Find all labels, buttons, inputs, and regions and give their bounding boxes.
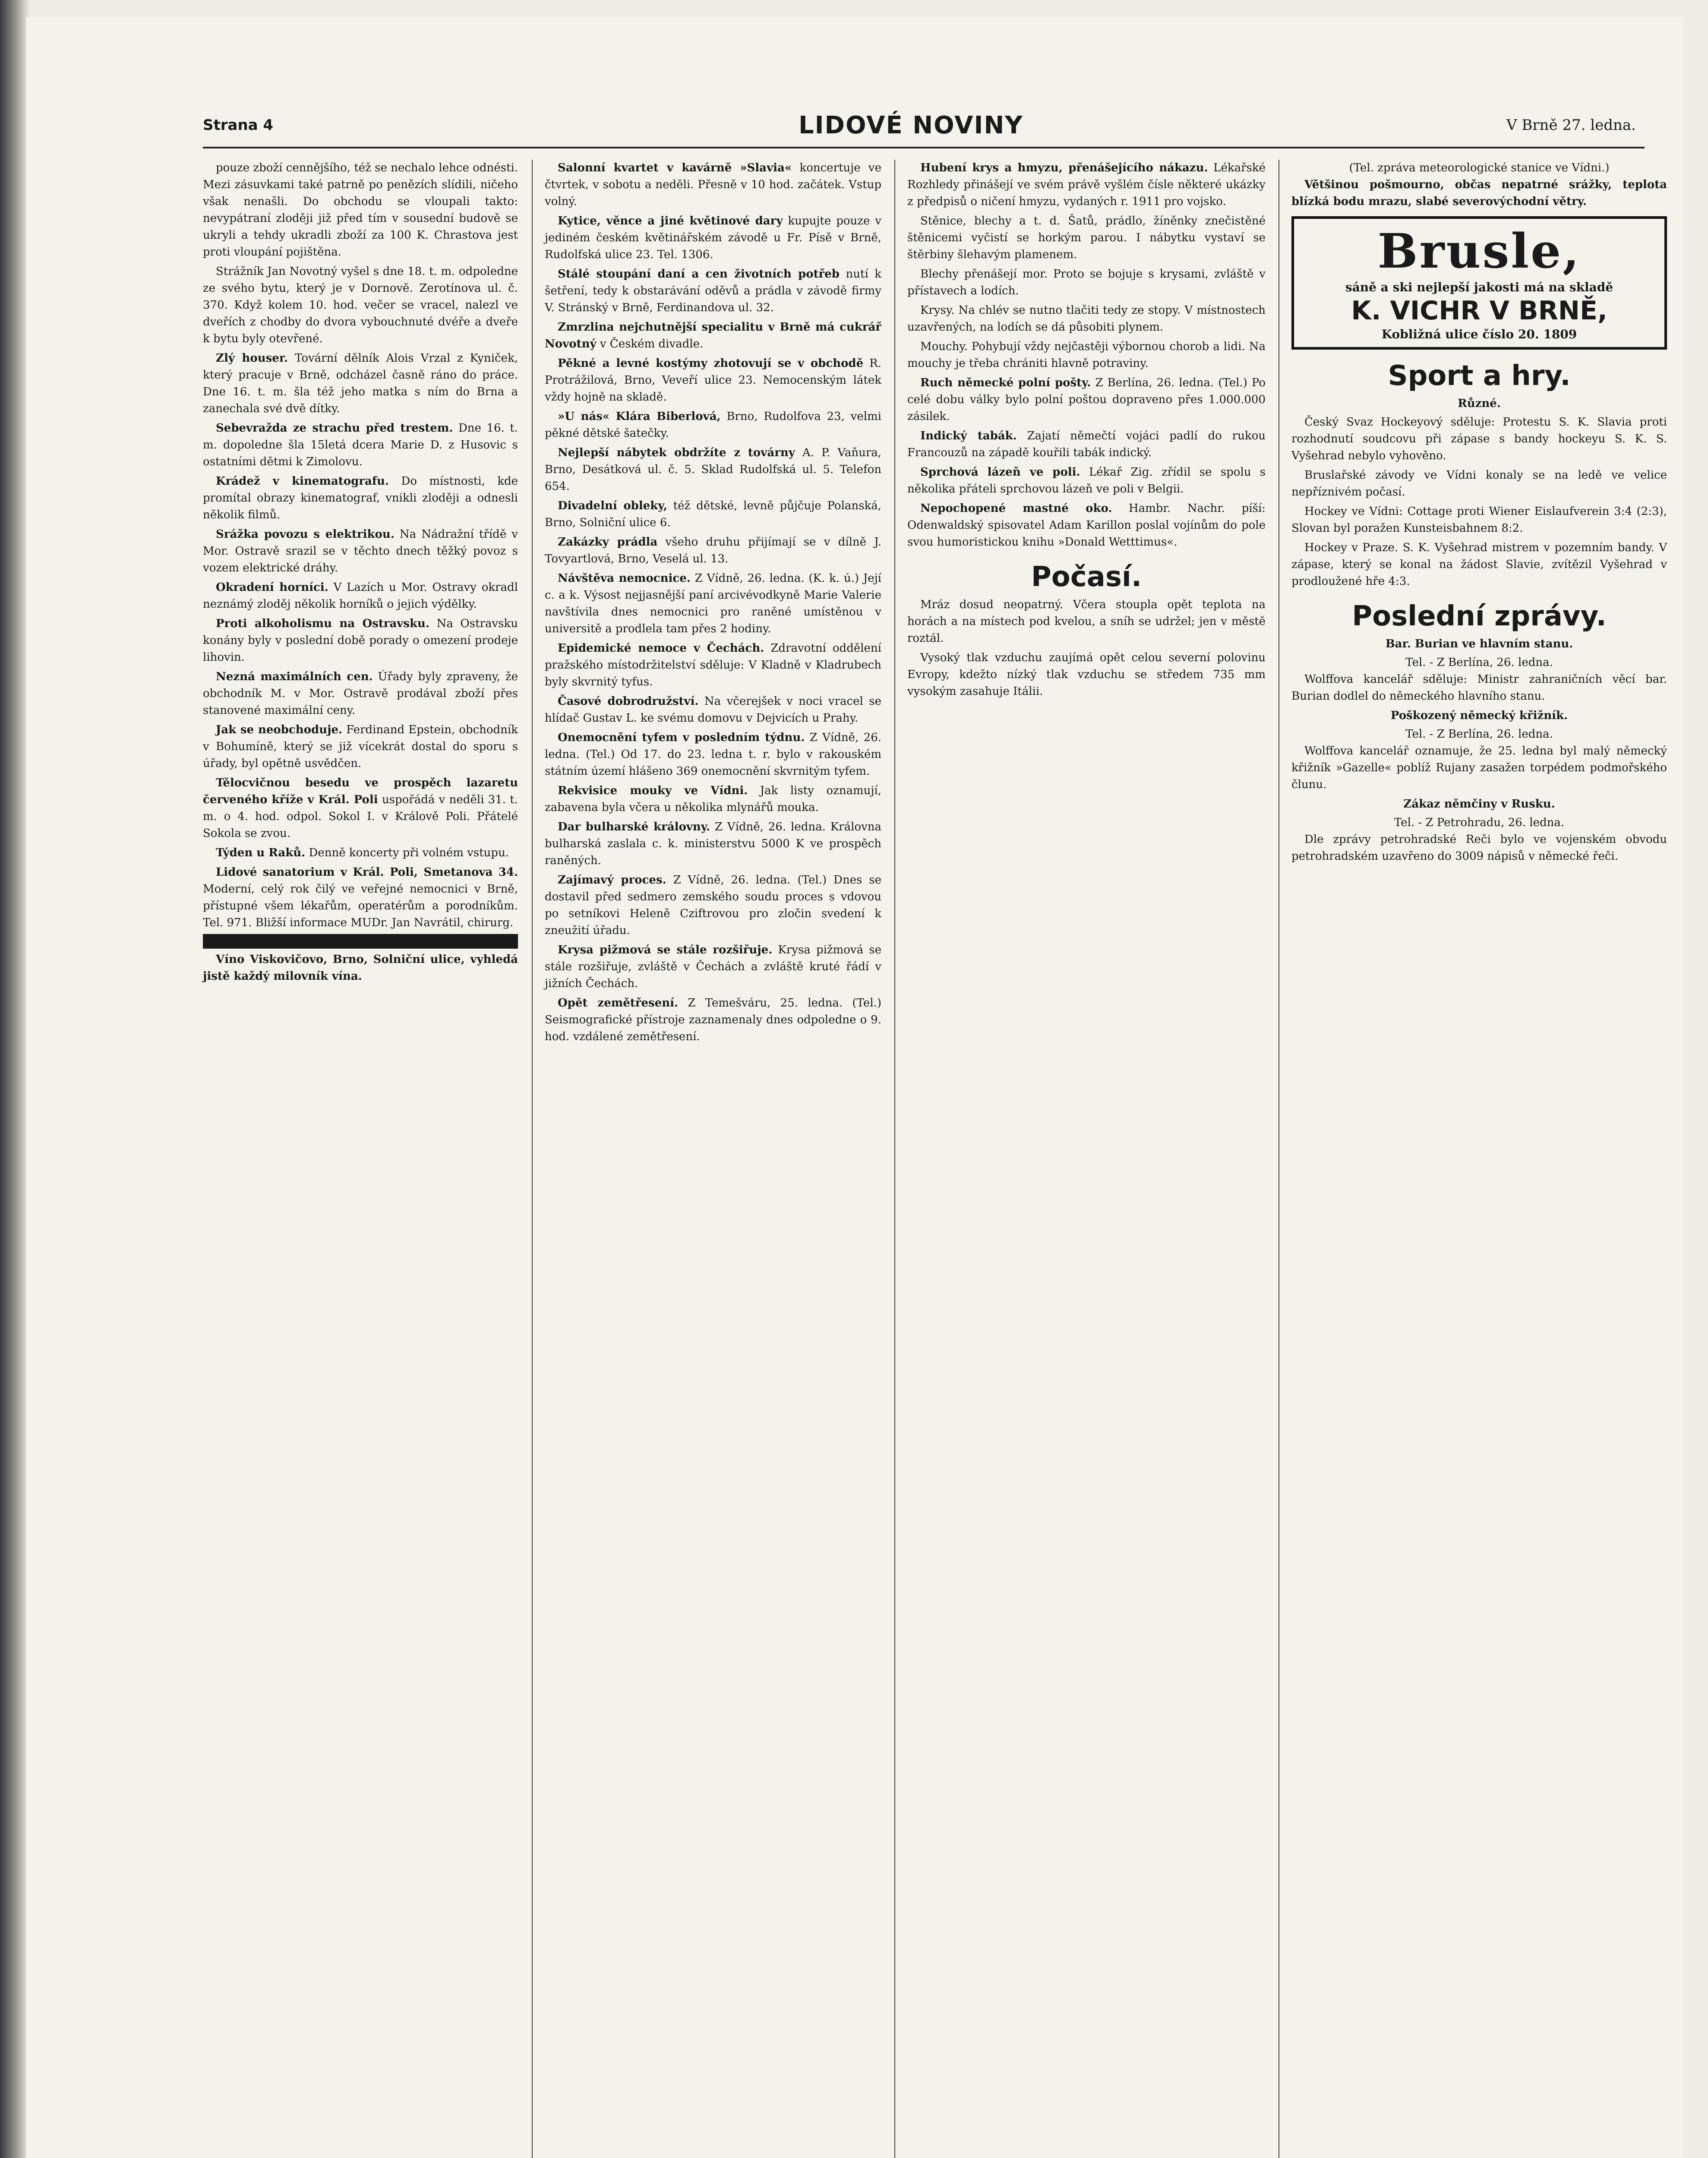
article-headline: Časové dobrodružství. <box>558 695 699 708</box>
article-headline: Divadelní obleky, <box>558 499 667 512</box>
article-text: Brno, Rudolfova 23, velmi pěkné dětské šatečky. <box>545 410 881 440</box>
dateline: Tel. - Z Berlína, 26. ledna. <box>1405 728 1553 741</box>
article-text: Wolffova kancelář sděluje: Ministr zahraničních věcí bar. Burian dodlel do německého hlavního stanu. <box>1291 673 1667 703</box>
article-text: Strážník Jan Novotný vyšel s dne 18. t. m. odpoledne ze svého bytu, který je v Dornově. Zerotínova ul. č. 370. Když kolem 10. hod. večer se vracel, nalezl ve dveřích z chodby do dvora vybouchnuté dvéře a dveře k bytu byly otevřené. <box>203 265 518 345</box>
article-headline: Krysa pižmová se stále rozšiřuje. <box>558 943 773 956</box>
article-text: Mouchy. Pohybují vždy nejčastěji výbornou chorob a lidi. Na mouchy je třeba chrániti hlavně potraviny. <box>907 340 1266 370</box>
article-headline: Sebevražda ze strachu před trestem. <box>216 422 453 435</box>
article-headline: Týden u Raků. <box>216 846 306 859</box>
subheading: Různé. <box>1458 397 1501 410</box>
issue-date: V Brně 27. ledna. <box>1506 117 1636 134</box>
article-text: koncertuje ve čtvrtek, v sobotu a neděli. Přesně v 10 hod. začátek. Vstup volný. <box>545 161 882 208</box>
article-text: Z Vídně, 26. ledna. (Tel.) Dnes se dostavil před sedmero zemského soudu proces s vdovou po setníkovi Heleně Cziftrovou pro zločin svedení k zneužití úřadu. <box>545 874 881 937</box>
article-text: Denně koncerty při volném vstupu. <box>309 846 509 859</box>
article-text: Z Vídně, 26. ledna. Královna bulharská zaslala c. k. ministerstvu 5000 K ve prospěch raněných. <box>545 820 882 867</box>
article-headline: Okradení horníci. <box>216 581 328 594</box>
column-rule-1 <box>532 160 533 2158</box>
article-text: Z Temešváru, 25. ledna. (Tel.) Seismografické přístroje zaznamenaly dnes odpoledne o 9. hod. vzdálené zemětřesení. <box>545 997 881 1043</box>
article-text: Bruslařské závody ve Vídni konaly se na ledě ve velice nepříznivém počasí. <box>1291 469 1667 498</box>
article-text: Na Nádražní třídě v Mor. Ostravě srazil se v těchto dnech těžký povoz s vozem elektrické dráhy. <box>203 528 518 574</box>
article-text: kupujte pouze v jediném českém květinářském závodě u Fr. Písě v Brně, Rudolfská ulice 23. Tel. 1306. <box>545 215 881 261</box>
column-rule-2 <box>894 160 895 2158</box>
article-headline: Kytice, věnce a jiné květinové dary <box>558 215 783 227</box>
article-text: Zdravotní oddělení pražského místodržitelství sděluje: V Kladně v Kladrubech byly skvrnitý tyfus. <box>545 642 881 688</box>
column-3 <box>907 160 1266 703</box>
article-headline: Hubení krys a hmyzu, přenášejícího nákazu. <box>920 161 1208 174</box>
article-headline: Zajímavý proces. <box>558 874 666 887</box>
article-headline: Víno Viskovičovo, Brno, Solniční ulice, <box>216 953 465 966</box>
article-headline: Lidové sanatorium v Král. Poli, Smetanova 34. <box>216 866 518 879</box>
article-headline: Proti alkoholismu na Ostravsku. <box>216 617 430 630</box>
article-headline: Zmrzlina nejchutnější specialitu v Brně má cukrář Novotný <box>545 321 881 350</box>
article-text: v Českém divadle. <box>600 338 704 350</box>
article-text: Z Vídně, 26. ledna. (K. k. ú.) Její c. a k. Výsost nejjasnější paní arcivévodkyně Marie Valerie navštívila dnes nemocnici pro raněné umístěnou v universitě a prodlela tam přes 2 hodiny. <box>545 572 882 635</box>
subheading: Poškozený německý křižník. <box>1390 709 1568 722</box>
page-number: Strana 4 <box>203 117 274 134</box>
article-headline: Epidemické nemoce v Čechách. <box>558 642 764 655</box>
ad-title: Brusle, <box>1377 223 1581 279</box>
article-text: uspořádá v neděli 31. t. m. o 4. hod. odpol. Sokol I. v Králově Poli. Přátelé Sokola se zvou. <box>203 793 518 840</box>
article-text: Z Berlína, 26. ledna. (Tel.) Po celé dobu války bylo polní poštou dopraveno přes 1.000.000 zásilek. <box>907 376 1266 423</box>
article-headline: Jak se neobchoduje. <box>216 723 343 736</box>
article-headline: Nejlepší nábytek obdržíte z továrny <box>558 446 795 459</box>
masthead-rule <box>203 147 1645 148</box>
article-text: Do místnosti, kde promítal obrazy kinematograf, vnikli zloději a odnesli několik filmů. <box>203 475 518 521</box>
newspaper-title: LIDOVÉ NOVINY <box>799 111 1023 139</box>
article-headline: Onemocnění tyfem v posledním týdnu. <box>558 731 805 744</box>
article-text: Jak listy oznamují, zabavena byla včera u několika mlynářů mouka. <box>545 784 882 814</box>
article-text: Blechy přenášejí mor. Proto se bojuje s krysami, zvláště v přístavech a lodích. <box>907 268 1266 297</box>
article-text: též dětské, levně půjčuje Polanská, Brno, Solniční ulice 6. <box>545 499 882 529</box>
subheading: Bar. Burian ve hlavním stanu. <box>1385 637 1573 650</box>
weather-forecast: Většinou pošmourno, občas nepatrné srážky, teplota blízká bodu mrazu, slabé severovýchodní větry. <box>1291 178 1667 208</box>
masthead <box>203 111 1670 142</box>
article-text: Krysy. Na chlév se nutno tlačiti tedy ze stopy. V místnostech uzavřených, na lodích se dá působiti plynem. <box>907 304 1266 334</box>
column-1 <box>203 160 518 988</box>
article-text: Mráz dosud neopatrný. Včera stoupla opět teplota na horách a na místech pod kvelou, a sníh se udržel; jen v městě roztál. <box>907 598 1266 645</box>
article-text: R. Protrážilová, Brno, Veveří ulice 23. Nemocenským látek vždy hojně na skladě. <box>545 357 881 404</box>
article-text: Tovární dělník Alois Vrzal z Kyniček, který pracuje v Brně, odcházel časně ráno do práce. Dne 16. t. m. šla též jeho matka s ním do Brna a zanechala své dvě dítky. <box>203 352 518 415</box>
ad-company: K. VICHR V BRNĚ, <box>1351 296 1607 326</box>
article-text: Český Svaz Hockeyový sděluje: Protestu S. K. Slavia proti rozhodnutí soudcovu při zápase s bandy hockeyu S. K. S. Vyšehrad nebylo vyhověno. <box>1291 416 1667 462</box>
article-text: Wolffova kancelář oznamuje, že 25. ledna byl malý německý křižník »Gazelle« poblíž Rujany zasažen torpédem podmořského člunu. <box>1291 745 1667 791</box>
article-text: Lékařské Rozhledy přinášejí ve svém právě vyšlém čísle některé ukázky z předpisů o ničení hmyzu, vydaných r. 1911 pro vojsko. <box>907 161 1266 208</box>
article-headline: Opět zemětřesení. <box>558 997 679 1010</box>
article-text: Lékař Zig. zřídil se spolu s několika přáteli sprchovou lázeň ve poli v Belgii. <box>907 466 1266 495</box>
article-text: Stěnice, blechy a t. d. Šatů, prádlo, žíněnky znečistěné štěnicemi vyčistí se horkým parou. I nábytku vystaví se štěrbiny šlehavým plamenem. <box>907 215 1266 261</box>
article-text: všeho druhu přijímají se v dílně J. Tovyartlová, Brno, Veselá ul. 13. <box>545 536 881 565</box>
article-headline: Krádež v kinematografu. <box>216 475 389 488</box>
article-headline: Pěkné a levné kostýmy zhotovují se v obchodě <box>558 357 864 370</box>
article-headline: Salonní kvartet v kavárně »Slavia« <box>558 161 792 174</box>
article-text: Na včerejšek v noci vracel se hlídač Gustav L. ke svému domovu v Dejvicích u Prahy. <box>545 695 881 725</box>
article-headline: Indický tabák. <box>920 429 1017 442</box>
article-headline: Ruch německé polní pošty. <box>920 376 1091 389</box>
article-text: Hockey v Praze. S. K. Vyšehrad mistrem v pozemním bandy. V zápase, který se konal na žádost Slavie, zvítězil Vyšehrad v prodloužené hře 4:3. <box>1291 541 1667 588</box>
article-text: Dne 16. t. m. dopoledne šla 15letá dcera Marie D. z Husovic s ostatními dětmi k Zimolovu. <box>203 422 518 468</box>
dateline: Tel. - Z Berlína, 26. ledna. <box>1405 656 1553 669</box>
article-text: Vysoký tlak vzduchu zaujímá opět celou severní polovinu Evropy, kdežto nízký tlak vzduchu se středem 735 mm vysokým zasahuje Itálii. <box>907 651 1266 698</box>
article-text: nutí k šetření, tedy k obstarávání oděvů a prádla v závodě firmy V. Stránský v Brně, Ferdinandova ul. 32. <box>545 268 882 314</box>
article-text: vyhledá jistě každý milovník vína. <box>203 953 518 983</box>
dateline: Tel. - Z Petrohradu, 26. ledna. <box>1394 816 1565 829</box>
article-headline: Zlý houser. <box>216 352 288 365</box>
article-text: Hambr. Nachr. píší: Odenwaldský spisovatel Adam Karillon poslal vojínům do pole svou humoristickou knihu »Donald Wetttimus«. <box>907 502 1266 549</box>
ad-established-year: 1809 <box>1543 327 1577 341</box>
column-2 <box>545 160 881 1048</box>
article-headline: Zakázky prádla <box>558 536 658 549</box>
article-text: V Lazích u Mor. Ostravy okradl neznámý zloděj několik horníků o jejich výdělky. <box>203 581 518 611</box>
article-headline: »U nás« Klára Biberlová, <box>558 410 721 423</box>
article-headline: Stálé stoupání daní a cen životních potřeb <box>558 268 840 281</box>
advertisement-brusle <box>1291 216 1667 350</box>
section-heading-weather: Počasí. <box>1031 561 1142 593</box>
article-text: Na Ostravsku konány byly v poslední době porady o omezení prodeje lihovin. <box>203 617 518 664</box>
weather-source-note: (Tel. zpráva meteorologické stanice ve Vídni.) <box>1349 161 1610 174</box>
section-heading-sport: Sport a hry. <box>1388 360 1571 392</box>
article-headline: Nezná maximálních cen. <box>216 670 373 683</box>
article-headline: Rekvisice mouky ve Vídni. <box>558 784 748 797</box>
article-headline: Návštěva nemocnice. <box>558 572 691 585</box>
divider-bar <box>203 934 518 949</box>
article-text: Zajatí němečtí vojáci padlí do rukou Francouzů na západě kouřili tabák indický. <box>907 429 1266 459</box>
article-headline: Nepochopené mastné oko. <box>920 502 1112 515</box>
subheading: Zákaz němčiny v Rusku. <box>1403 798 1555 811</box>
article-text: Hockey ve Vídni: Cottage proti Wiener Eislaufverein 3:4 (2:3), Slovan byl poražen Kunsteisbahnem 8:2. <box>1291 505 1667 535</box>
column-4 <box>1291 160 1667 868</box>
article-headline: Sprchová lázeň ve poli. <box>920 466 1080 479</box>
article-headline: Srážka povozu s elektrikou. <box>216 528 395 541</box>
article-text: A. P. Vaňura, Brno, Desátková ul. č. 5. Sklad Rudolfská ul. 5. Telefon 654. <box>545 446 882 493</box>
article-text: Úřady byly zpraveny, že obchodník M. v Mor. Ostravě prodával zboží přes stanovené maximální ceny. <box>203 670 518 717</box>
article-headline: Tělocvičnou besedu ve prospěch lazaretu červeného kříže v Král. Poli <box>203 776 518 806</box>
article-headline: Dar bulharské královny. <box>558 820 710 833</box>
article-text: Moderní, celý rok čilý ve veřejné nemocnici v Brně, přístupné všem lékařům, operatérům a porodníkům. Tel. 971. Bližší informace MUDr. Jan Navrátil, chirurg. <box>203 883 518 929</box>
article-text: Dle zprávy petrohradské Reči bylo ve vojenském obvodu petrohradském uzavřeno do 3009 nápisů v německé řeči. <box>1291 833 1667 863</box>
article-text: Krysa pižmová se stále rozšiřuje, zvláště v Čechách a zvláště kruté řádí v jižních Čechách. <box>545 943 881 990</box>
ad-address: Kobližná ulice číslo 20. 1809 <box>1381 327 1577 341</box>
article-text: pouze zboží cennějšího, též se nechalo lehce odnésti. Mezi zásuvkami také patrně po penězích slídili, ničeho však nenašli. Do obchodu se vloupali takto: nevypátraní zloději již před tím v sousední budově se ukryli a tehdy ukradli zboží za 100 K. Chrastova jest proti vloupání pojištěna. <box>203 161 518 259</box>
article-text: Ferdinand Epstein, obchodník v Bohumíně, který se již vícekrát dostal do sporu s úřady, byl opětně usvědčen. <box>203 723 518 770</box>
ad-tagline: sáně a ski nejlepší jakosti má na skladě <box>1345 280 1613 294</box>
article-text: Z Vídně, 26. ledna. (Tel.) Od 17. do 23. ledna t. r. bylo v rakouském státním území hlášeno 369 onemocnění skvrnitým tyfem. <box>545 731 881 778</box>
section-heading-latest: Poslední zprávy. <box>1352 600 1607 632</box>
